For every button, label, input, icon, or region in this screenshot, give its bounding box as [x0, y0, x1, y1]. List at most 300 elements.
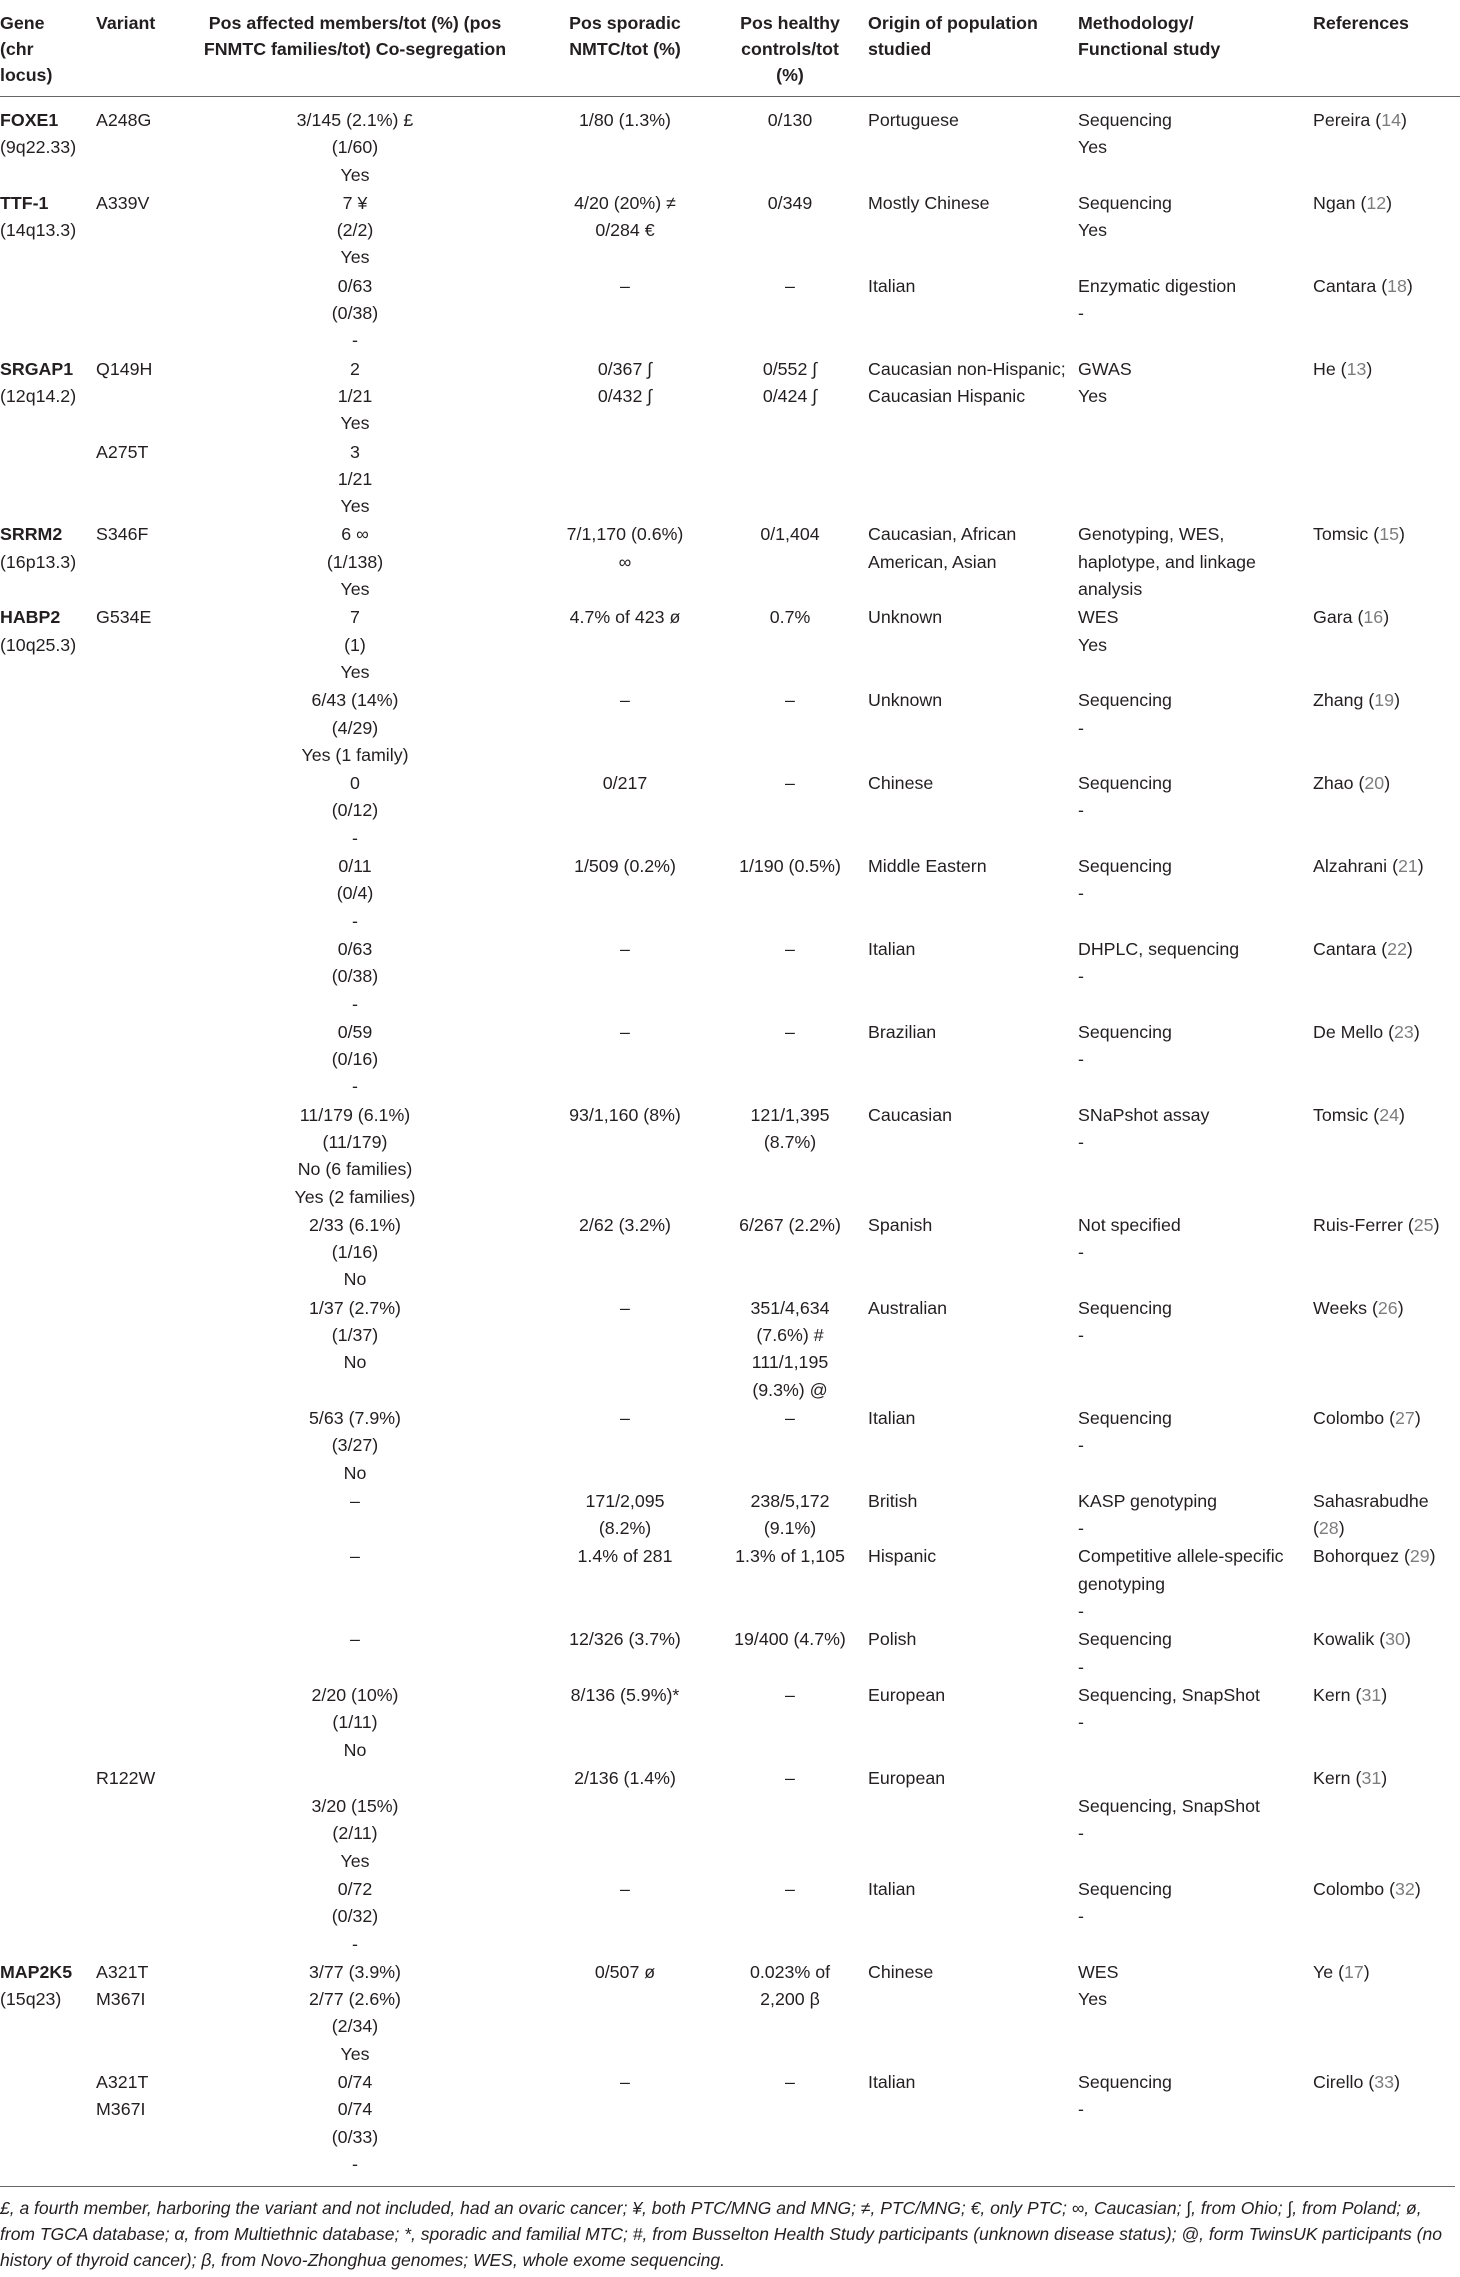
reference-link[interactable]: 33 [1374, 2072, 1395, 2093]
controls-cell [718, 356, 868, 439]
reference-cell: Kern (31) [1313, 1684, 1388, 1705]
header-affected-line: FNMTC families/tot) Co-segregation [203, 39, 507, 59]
sporadic-cell [538, 770, 718, 853]
sporadic-value: 4.7% of 423 ø [569, 607, 681, 628]
method-value: - [1078, 1712, 1084, 1733]
table-row [0, 1102, 1460, 1212]
variant-name: A321T [96, 2072, 149, 2093]
controls-value: 2,200 β [760, 1989, 820, 2010]
reference-link[interactable]: 19 [1374, 690, 1395, 711]
controls-value: – [785, 1684, 795, 1705]
gene-name: HABP2 [0, 607, 61, 628]
affected-cell [178, 1959, 538, 2069]
header-variant [96, 0, 178, 97]
variant-cell [96, 1543, 178, 1626]
reference-cell: Ye (17) [1313, 1961, 1370, 1982]
reference-author: Zhao [1313, 773, 1354, 794]
reference-link[interactable]: 27 [1395, 1407, 1415, 1428]
affected-value: 3/77 (3.9%) [309, 1961, 401, 1982]
affected-value: - [352, 910, 358, 931]
method-value: - [1078, 1601, 1084, 1622]
affected-value: 11/179 (6.1%) [299, 1104, 411, 1125]
gene-cell [0, 770, 96, 853]
variant-name: A275T [96, 441, 149, 462]
method-value: Sequencing [1078, 856, 1172, 877]
reference-cell: Zhao (20) [1313, 773, 1391, 794]
origin-cell [868, 1488, 1078, 1544]
affected-value: (0/12) [331, 800, 379, 821]
reference-link[interactable]: 25 [1413, 1214, 1434, 1235]
header-controls-line: controls/tot [741, 39, 839, 59]
gene-cell [0, 687, 96, 770]
controls-value: – [785, 1879, 795, 1899]
sporadic-value: 0/217 [602, 773, 648, 794]
header-method [1078, 0, 1313, 97]
reference-cell: Alzahrani (21) [1313, 856, 1424, 877]
origin-cell [868, 770, 1078, 853]
origin-cell [868, 936, 1078, 1019]
origin-value: Mostly Chinese [868, 192, 990, 213]
sporadic-value: 1.4% of 281 [577, 1546, 673, 1567]
affected-value: 1/37 (2.7%) [309, 1297, 401, 1318]
controls-cell [718, 1626, 868, 1682]
affected-value: Yes [340, 2043, 370, 2064]
method-value: Not specified [1078, 1214, 1181, 1235]
method-value: Competitive allele-specific [1078, 1546, 1284, 1567]
method-cell [1078, 1626, 1313, 1682]
variant-cell [96, 1959, 178, 2069]
affected-value: (1/138) [326, 551, 384, 572]
affected-value: 6/43 (14%) [311, 690, 399, 711]
gene-cell [0, 97, 96, 190]
table-row [0, 356, 1460, 439]
reference-link[interactable]: 18 [1387, 275, 1407, 296]
sporadic-value: – [620, 1297, 630, 1318]
reference-link[interactable]: 23 [1394, 1021, 1414, 1042]
method-cell [1078, 1212, 1313, 1295]
reference-link[interactable]: 16 [1363, 607, 1384, 628]
header-affected [178, 0, 538, 97]
sporadic-cell [538, 604, 718, 687]
table-row [0, 273, 1460, 356]
gene-cell [0, 1626, 96, 1682]
origin-cell [868, 97, 1078, 190]
origin-cell [868, 1765, 1078, 1793]
reference-cell: Pereira (14) [1313, 110, 1407, 130]
header-method-line: Methodology/ [1078, 13, 1194, 33]
reference-author: Cantara [1313, 275, 1377, 296]
variant-cell [96, 1102, 178, 1212]
reference-cell: Cantara (18) [1313, 275, 1413, 296]
reference-link[interactable]: 24 [1379, 1104, 1399, 1125]
sporadic-cell [538, 356, 718, 439]
reference-cell: Ngan (12) [1313, 192, 1393, 213]
origin-cell [868, 1876, 1078, 1959]
sporadic-cell [538, 1765, 718, 1793]
affected-value: 5/63 (7.9%) [309, 1407, 401, 1428]
controls-value: 121/1,395 [750, 1104, 830, 1125]
origin-cell [868, 1405, 1078, 1488]
sporadic-cell [538, 273, 718, 356]
controls-cell [718, 1959, 868, 2069]
affected-value: (0/16) [331, 1049, 379, 1070]
affected-value: - [352, 827, 358, 848]
sporadic-value: 2/136 (1.4%) [574, 1767, 676, 1788]
controls-value: 351/4,634 [750, 1297, 830, 1318]
controls-value: 0/1,404 [760, 524, 820, 545]
origin-cell [868, 439, 1078, 522]
reference-link[interactable]: 32 [1395, 1879, 1415, 1899]
chr-locus: (15q23) [0, 1989, 62, 2010]
variant-name: A321T [96, 1961, 149, 1982]
header-sporadic-line: NMTC/tot (%) [569, 39, 681, 59]
method-value: Yes [1078, 137, 1108, 158]
affected-cell [178, 1682, 538, 1765]
affected-value: - [352, 993, 358, 1014]
controls-cell [718, 521, 868, 604]
table-row [0, 521, 1460, 604]
reference-author: Weeks [1313, 1297, 1368, 1318]
affected-value: 0/63 [337, 275, 373, 296]
origin-value: Portuguese [868, 110, 959, 130]
variant-cell [96, 936, 178, 1019]
sporadic-cell [538, 1876, 718, 1959]
table-row [0, 1765, 1460, 1793]
method-value: genotyping [1078, 1573, 1166, 1594]
affected-cell [178, 356, 538, 439]
method-value: Yes [1078, 220, 1108, 241]
affected-value: (2/11) [332, 1823, 378, 1844]
controls-cell [718, 853, 868, 936]
variant-cell [96, 770, 178, 853]
reference-link[interactable]: 15 [1379, 524, 1399, 545]
sporadic-cell [538, 1543, 718, 1626]
table-body [0, 97, 1460, 2180]
method-cell [1078, 1295, 1313, 1405]
controls-cell [718, 1682, 868, 1765]
method-cell [1078, 2069, 1313, 2179]
affected-cell [178, 1543, 538, 1626]
sporadic-value: 1/80 (1.3%) [579, 110, 671, 130]
method-value: haplotype, and linkage [1078, 551, 1256, 572]
origin-cell [868, 1019, 1078, 1102]
affected-value: 2 [350, 358, 360, 379]
method-cell [1078, 190, 1313, 273]
affected-value: (1/16) [331, 1242, 379, 1263]
controls-value: 238/5,172 [750, 1490, 830, 1511]
controls-value: 0.7% [769, 607, 811, 628]
affected-value: 2/33 (6.1%) [309, 1214, 401, 1235]
affected-value: 0/74 [337, 2099, 373, 2120]
method-value: GWAS [1078, 358, 1132, 379]
table-row [0, 853, 1460, 936]
origin-value: Chinese [868, 1961, 934, 1982]
reference-link[interactable]: 26 [1377, 1297, 1398, 1318]
affected-cell [178, 604, 538, 687]
origin-value: Caucasian non-Hispanic; Caucasian Hispanic [868, 358, 1066, 406]
reference-link[interactable]: 21 [1398, 856, 1418, 877]
variant-cell [96, 1876, 178, 1959]
reference-link[interactable]: 31 [1361, 1684, 1382, 1705]
method-value: Yes [1078, 1989, 1108, 2010]
reference-cell: Ruis-Ferrer (25) [1313, 1214, 1440, 1235]
affected-value: – [350, 1546, 360, 1567]
origin-value: Caucasian [868, 1104, 953, 1125]
affected-value: 0/72 [337, 1879, 373, 1899]
table-row [0, 439, 1460, 522]
reference-cell: Cantara (22) [1313, 938, 1413, 959]
origin-cell [868, 1959, 1078, 2069]
origin-value: Italian [868, 2072, 916, 2093]
table-row [0, 2069, 1460, 2179]
variant-cell [96, 1295, 178, 1405]
table-row [0, 1543, 1460, 1626]
method-value: Sequencing [1078, 1407, 1172, 1428]
origin-cell [868, 1626, 1078, 1682]
table-row [0, 604, 1460, 687]
variant-cell [96, 604, 178, 687]
reference-cell: Tomsic (24) [1313, 1104, 1405, 1125]
affected-value: – [350, 1490, 360, 1511]
affected-value: 0 [350, 773, 360, 794]
controls-value: – [785, 2072, 795, 2093]
method-cell [1078, 273, 1313, 356]
affected-cell [178, 2069, 538, 2179]
controls-value: (9.3%) @ [752, 1379, 828, 1400]
controls-cell [718, 1488, 868, 1544]
method-cell [1078, 1959, 1313, 2069]
chr-locus: (9q22.33) [0, 137, 77, 158]
reference-link[interactable]: 12 [1366, 192, 1387, 213]
controls-value: – [785, 1767, 795, 1788]
sporadic-cell [538, 1793, 718, 1876]
sporadic-value: – [620, 1021, 630, 1042]
reference-author: He [1313, 358, 1336, 379]
affected-cell [178, 521, 538, 604]
affected-cell [178, 97, 538, 190]
reference-author: Kern [1313, 1767, 1351, 1788]
method-value: - [1078, 1325, 1084, 1346]
affected-value: (0/4) [336, 883, 374, 904]
gene-cell [0, 190, 96, 273]
sporadic-cell [538, 2069, 718, 2179]
method-value: SNaPshot assay [1078, 1104, 1210, 1125]
reference-cell: Colombo (32) [1313, 1879, 1421, 1899]
reference-cell: Zhang (19) [1313, 690, 1400, 711]
gene-cell [0, 1876, 96, 1959]
controls-value: – [785, 773, 795, 794]
controls-value: 0/424 ∫ [762, 385, 818, 406]
affected-value: (11/179) [322, 1131, 388, 1152]
method-value: - [1078, 1435, 1084, 1456]
header-gene-line: locus) [0, 65, 53, 85]
reference-author: Sahasrabudhe [1313, 1490, 1429, 1511]
affected-value: No [343, 1352, 367, 1373]
controls-value: 19/400 (4.7%) [734, 1629, 846, 1650]
controls-cell [718, 190, 868, 273]
affected-value: (2/34) [331, 2016, 379, 2037]
table-row [0, 936, 1460, 1019]
origin-value: Unknown [868, 607, 943, 628]
variant-cell [96, 1212, 178, 1295]
reference-cell: Gara (16) [1313, 607, 1390, 628]
sporadic-value: 7/1,170 (0.6%) [566, 524, 684, 545]
affected-value: (0/38) [331, 966, 379, 987]
sporadic-cell [538, 1019, 718, 1102]
affected-value: 3/20 (15%) [311, 1796, 399, 1817]
gene-cell [0, 2069, 96, 2179]
gene-cell [0, 853, 96, 936]
gene-cell [0, 1682, 96, 1765]
method-value: KASP genotyping [1078, 1490, 1218, 1511]
reference-author: Tomsic [1313, 1104, 1369, 1125]
affected-value: – [350, 1629, 360, 1650]
method-value: Sequencing [1078, 1297, 1172, 1318]
sporadic-value: 4/20 (20%) ≠ [574, 192, 676, 213]
affected-value: 7 ¥ [342, 192, 368, 213]
chr-locus: (14q13.3) [0, 220, 77, 241]
controls-cell [718, 770, 868, 853]
affected-value: (0/32) [331, 1906, 379, 1927]
gene-cell [0, 1212, 96, 1295]
variant-name: M367I [96, 1989, 146, 2010]
origin-cell [868, 521, 1078, 604]
affected-value: (3/27) [331, 1435, 379, 1456]
affected-value: - [352, 2153, 358, 2174]
table-header-row [0, 0, 1460, 97]
method-cell [1078, 1102, 1313, 1212]
method-value: Enzymatic digestion [1078, 275, 1237, 296]
reference-link[interactable]: 13 [1346, 358, 1367, 379]
sporadic-cell [538, 1959, 718, 2069]
gene-cell [0, 936, 96, 1019]
reference-link[interactable]: 20 [1364, 773, 1385, 794]
variant-cell [96, 1765, 178, 1793]
origin-value: Italian [868, 938, 916, 959]
reference-link[interactable]: 28 [1318, 1518, 1339, 1539]
reference-cell: Tomsic (15) [1313, 524, 1405, 545]
affected-value: (1) [344, 634, 366, 655]
reference-author: Kern [1313, 1684, 1351, 1705]
variant-cell [96, 273, 178, 356]
controls-cell [718, 1102, 868, 1212]
affected-cell [178, 1876, 538, 1959]
reference-author: De Mello [1313, 1021, 1384, 1042]
method-cell [1078, 1405, 1313, 1488]
controls-cell [718, 97, 868, 190]
reference-author: Colombo [1313, 1407, 1385, 1428]
affected-cell [178, 1019, 538, 1102]
sporadic-value: – [620, 1879, 630, 1899]
affected-value: (1/37) [331, 1325, 379, 1346]
sporadic-value: (8.2%) [598, 1518, 652, 1539]
sporadic-cell [538, 1626, 718, 1682]
reference-author: Tomsic [1313, 524, 1369, 545]
method-value: - [1078, 1242, 1084, 1263]
affected-cell [178, 687, 538, 770]
origin-value: European [868, 1684, 946, 1705]
reference-link[interactable]: 31 [1361, 1767, 1382, 1788]
method-cell [1078, 853, 1313, 936]
affected-value: (1/60) [331, 137, 379, 158]
header-controls-line: Pos healthy [740, 13, 840, 33]
controls-cell [718, 1295, 868, 1405]
origin-cell [868, 604, 1078, 687]
method-value: WES [1078, 607, 1119, 628]
method-cell [1078, 521, 1313, 604]
method-value: Sequencing [1078, 192, 1172, 213]
origin-value: Polish [868, 1629, 917, 1650]
controls-cell [718, 1019, 868, 1102]
header-gene-line: Gene [0, 13, 45, 33]
gene-name: MAP2K5 [0, 1961, 73, 1982]
reference-author: Ye [1313, 1961, 1334, 1982]
sporadic-value: 2/62 (3.2%) [579, 1214, 671, 1235]
header-gene [0, 0, 96, 97]
reference-link[interactable]: 17 [1344, 1961, 1364, 1982]
table-row [0, 1682, 1460, 1765]
method-cell [1078, 1876, 1313, 1959]
affected-value: (0/33) [331, 2126, 379, 2147]
method-cell [1078, 356, 1313, 439]
sporadic-value: 93/1,160 (8%) [569, 1104, 681, 1125]
header-controls [718, 0, 868, 97]
method-cell [1078, 770, 1313, 853]
sporadic-cell [538, 1295, 718, 1405]
reference-link[interactable]: 30 [1385, 1629, 1405, 1650]
method-value: Sequencing [1078, 1021, 1172, 1042]
table-footnote: £, a fourth member, harboring the variant and not included, had an ovaric cancer; ¥, both PTC/MNG and MNG; ≠, PTC/MNG; €, only PTC; ∞, Caucasian; ∫, from Ohio; ∫, from Poland; ø, from TGCA database; α, from Multiethnic database; *, sporadic and familial MTC; #, from Busselton Health Study participants (unknown disease status); @, form TwinsUK participants (no history of thyroid cancer); β, from Novo-Zhonghua genomes; WES, whole exome sequencing. [0, 2186, 1455, 2273]
affected-value: 7 [350, 607, 360, 628]
controls-cell [718, 273, 868, 356]
origin-cell [868, 2069, 1078, 2179]
method-value: - [1078, 1049, 1084, 1070]
sporadic-value: ∞ [618, 551, 632, 572]
reference-author: Bohorquez [1313, 1546, 1400, 1567]
reference-link[interactable]: 14 [1381, 110, 1401, 130]
reference-cell [1313, 1793, 1460, 1876]
affected-value: Yes [340, 413, 370, 434]
variant-cell [96, 190, 178, 273]
origin-cell [868, 1682, 1078, 1765]
reference-cell: He (13) [1313, 358, 1373, 379]
variant-name: S346F [96, 524, 149, 545]
affected-cell [178, 273, 538, 356]
table-row [0, 1405, 1460, 1488]
reference-author: Ngan [1313, 192, 1356, 213]
origin-value: Italian [868, 1407, 916, 1428]
chr-locus: (16p13.3) [0, 551, 77, 572]
header-gene-line: (chr [0, 39, 34, 59]
controls-value: 111/1,195 [751, 1352, 829, 1373]
sporadic-cell [538, 853, 718, 936]
controls-cell [718, 604, 868, 687]
affected-value: Yes (2 families) [294, 1186, 416, 1207]
affected-cell [178, 1212, 538, 1295]
affected-value: (0/38) [331, 303, 379, 324]
table-row [0, 1488, 1460, 1544]
reference-link[interactable]: 22 [1387, 938, 1407, 959]
gene-cell [0, 1102, 96, 1212]
reference-link[interactable]: 29 [1409, 1546, 1430, 1567]
table-row [0, 687, 1460, 770]
variant-name: A339V [96, 192, 150, 213]
method-value: DHPLC, sequencing [1078, 938, 1240, 959]
method-value: Sequencing [1078, 110, 1172, 130]
variant-cell [96, 1682, 178, 1765]
affected-value: 1/21 [337, 468, 373, 489]
reference-author: Pereira [1313, 110, 1371, 130]
